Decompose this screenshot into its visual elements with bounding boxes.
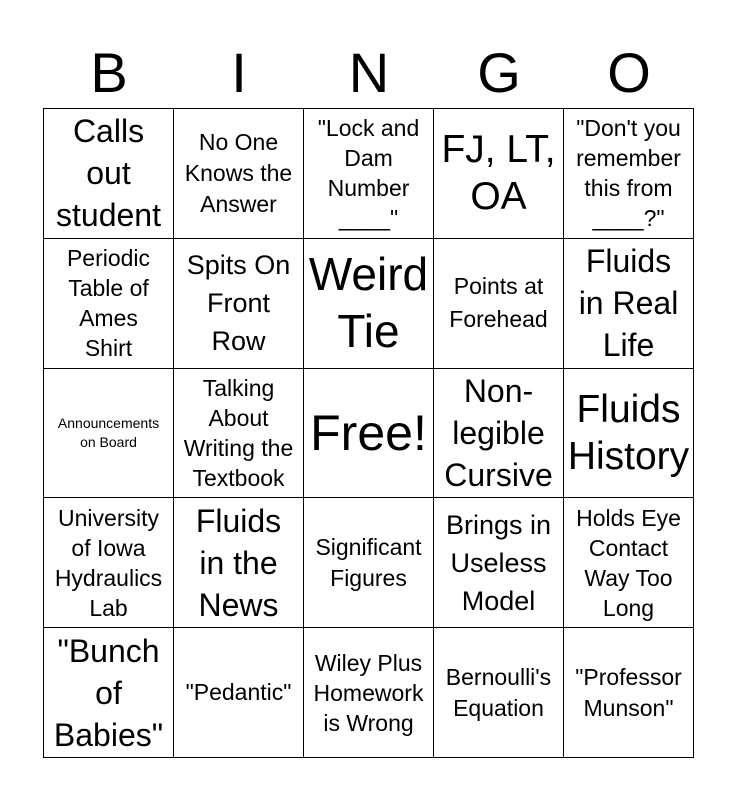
bingo-cell[interactable]	[564, 109, 694, 239]
cell-text: Wiley Plus Homework is Wrong	[313, 649, 424, 736]
bingo-cell[interactable]	[434, 368, 564, 498]
cell-text: Periodic Table of Ames Shirt	[66, 245, 151, 362]
cell-text: "Don't you remember this from ____?"	[576, 115, 681, 232]
bingo-cell[interactable]	[44, 238, 174, 368]
cell-text: Calls out student	[56, 113, 161, 234]
bingo-cell[interactable]	[434, 109, 564, 239]
cell-text: Weird Tie	[308, 248, 429, 358]
bingo-cell[interactable]	[434, 628, 564, 758]
cell-text: Fluids History	[567, 387, 690, 478]
cell-text: No One Knows the Answer	[184, 128, 293, 217]
grid-row	[44, 368, 694, 498]
cell-text: "Professor Munson"	[575, 663, 682, 721]
cell-text: Free!	[310, 404, 427, 461]
bingo-cell[interactable]	[304, 109, 434, 239]
bingo-cell[interactable]	[304, 628, 434, 758]
cell-text: "Lock and Dam Number ____"	[317, 115, 420, 232]
bingo-cell[interactable]	[174, 238, 304, 368]
bingo-cell[interactable]	[174, 368, 304, 498]
bingo-cell[interactable]	[564, 238, 694, 368]
header-letter-b: B	[90, 41, 128, 104]
bingo-cell[interactable]	[304, 368, 434, 498]
cell-text: Bernoulli's Equation	[445, 663, 552, 721]
cell-text: Spits On Front Row	[186, 250, 291, 357]
cell-text: Points at Forehead	[449, 273, 548, 333]
cell-text: Fluids in the News	[195, 502, 282, 623]
grid-row	[44, 109, 694, 239]
header-letter-i: I	[231, 41, 247, 104]
bingo-cell[interactable]	[44, 498, 174, 628]
cell-text: University of Iowa Hydraulics Lab	[54, 504, 163, 621]
bingo-grid	[43, 108, 694, 758]
bingo-cell[interactable]	[564, 628, 694, 758]
cell-text: FJ, LT, OA	[441, 128, 556, 219]
cell-text: Fluids in Real Life	[578, 243, 679, 364]
header-letter-n: N	[348, 41, 390, 104]
cell-text: Talking About Writing the Textbook	[183, 374, 294, 491]
bingo-cell[interactable]	[174, 628, 304, 758]
bingo-cell[interactable]	[174, 109, 304, 239]
bingo-cell[interactable]	[564, 368, 694, 498]
cell-text: Holds Eye Contact Way Too Long	[576, 504, 681, 621]
cell-text: Announcements on Board	[57, 414, 160, 450]
grid-row	[44, 498, 694, 628]
bingo-cell[interactable]	[304, 238, 434, 368]
cell-text: "Pedantic"	[185, 679, 292, 706]
bingo-cell[interactable]	[564, 498, 694, 628]
bingo-cell[interactable]	[44, 368, 174, 498]
header-letter-g: G	[477, 41, 521, 104]
cell-text: Significant Figures	[315, 533, 422, 591]
bingo-cell[interactable]	[304, 498, 434, 628]
bingo-cell[interactable]	[434, 238, 564, 368]
bingo-cell[interactable]	[434, 498, 564, 628]
bingo-cell[interactable]	[44, 628, 174, 758]
bingo-cell[interactable]	[44, 109, 174, 239]
header-letter-o: O	[607, 41, 651, 104]
cell-text: "Bunch of Babies"	[53, 632, 164, 753]
grid-row	[44, 238, 694, 368]
bingo-header	[44, 38, 694, 108]
grid-row	[44, 628, 694, 758]
cell-text: Non- legible Cursive	[444, 372, 553, 493]
cell-text: Brings in Useless Model	[445, 509, 552, 616]
bingo-cell[interactable]	[174, 498, 304, 628]
